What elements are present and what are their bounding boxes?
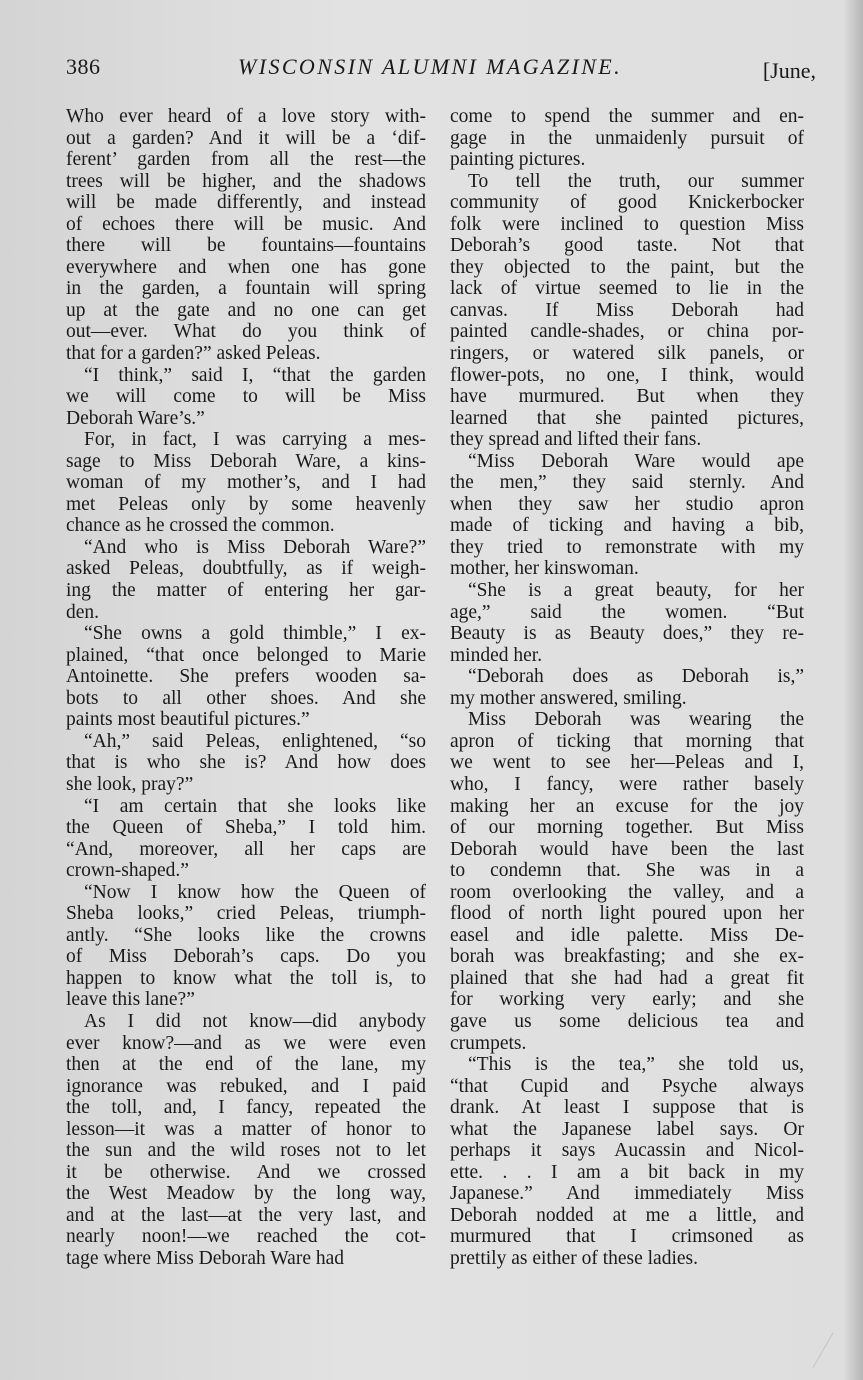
text-line: the toll, and, I fancy, repeated the: [66, 1097, 426, 1119]
text-line: crown-shaped.”: [66, 860, 189, 882]
text-line: come to spend the summer and en-: [450, 106, 804, 127]
text-line: gave us some delicious tea and: [450, 1010, 804, 1032]
text-line: it be otherwise. And we crossed: [66, 1161, 426, 1183]
text-line: to condemn that. She was in a: [450, 860, 804, 882]
text-line: Deborah would have been the last: [450, 838, 804, 860]
text-line: she look, pray?”: [66, 773, 194, 795]
text-line: chance as he crossed the common.: [66, 515, 335, 537]
text-line: flood of north light poured upon her: [450, 903, 804, 925]
text-line: we went to see her—Peleas and I,: [450, 752, 804, 774]
text-line: As I did not know—did anybody: [84, 1010, 426, 1032]
text-line: “Deborah does as Deborah is,”: [468, 666, 804, 688]
text-line: “Miss Deborah Ware would ape: [468, 450, 804, 472]
text-line: made of ticking and having a bib,: [450, 515, 804, 537]
text-line: they objected to the paint, but the: [450, 256, 804, 278]
text-line: paints most beautiful pictures.”: [66, 709, 310, 731]
text-line: “And, moreover, all her caps are: [66, 838, 426, 860]
text-line: prettily as either of these ladies.: [450, 1247, 698, 1269]
text-line: antly. “She looks like the crowns: [66, 924, 426, 946]
text-line: “She owns a gold thimble,” I ex-: [84, 623, 426, 645]
text-line: easel and idle palette. Miss De-: [450, 924, 804, 946]
text-line: ferent’ garden from all the rest—the: [66, 149, 426, 171]
text-line: trees will be higher, and the shadows: [66, 170, 426, 192]
text-line: “Now I know how the Queen of: [84, 881, 426, 903]
text-line: “This is the tea,” she told us,: [468, 1054, 804, 1076]
text-line: the sun and the wild roses not to let: [66, 1140, 426, 1162]
text-line: woman of my mother’s, and I had: [66, 472, 426, 494]
text-line: asked Peleas, doubtfully, as if weigh-: [66, 558, 426, 580]
text-line: To tell the truth, our summer: [468, 170, 804, 192]
text-line: and at the last—at the very last, and: [66, 1204, 426, 1226]
text-line: happen to know what the toll is, to: [66, 967, 426, 989]
text-line: “that Cupid and Psyche always: [450, 1075, 804, 1097]
text-line: learned that she painted pictures,: [450, 407, 804, 429]
text-line: making her an excuse for the joy: [450, 795, 804, 817]
text-line: age,” said the women. “But: [450, 601, 804, 623]
text-line: the Queen of Sheba,” I told him.: [66, 817, 426, 839]
text-line: in the garden, a fountain will spring: [66, 278, 426, 300]
text-line: the men,” they said sternly. And: [450, 472, 804, 494]
text-line: ever know?—and as we were even: [66, 1032, 426, 1054]
text-line: perhaps it says Aucassin and Nicol-: [450, 1140, 804, 1162]
text-line: “I think,” said I, “that the garden: [84, 364, 426, 386]
text-line: Deborah nodded at me a little, and: [450, 1204, 804, 1226]
text-line: painted candle-shades, or china por-: [450, 321, 804, 343]
text-line: gage in the unmaidenly pursuit of: [450, 127, 804, 149]
text-line: of Miss Deborah’s caps. Do you: [66, 946, 426, 968]
text-line: that for a garden?” asked Peleas.: [66, 343, 321, 365]
text-line: have murmured. But when they: [450, 386, 804, 408]
text-line: murmured that I crimsoned as: [450, 1226, 804, 1248]
text-line: ringers, or watered silk panels, or: [450, 343, 804, 365]
text-line: what the Japanese label says. Or: [450, 1118, 804, 1140]
running-title: WISCONSIN ALUMNI MAGAZINE.: [238, 54, 623, 79]
text-line: “She is a great beauty, for her: [468, 580, 804, 602]
text-line: my mother answered, smiling.: [450, 687, 687, 709]
text-line: bots to all other shoes. And she: [66, 687, 426, 709]
text-line: “And who is Miss Deborah Ware?”: [84, 536, 426, 558]
text-line: Miss Deborah was wearing the: [468, 709, 804, 731]
text-line: For, in fact, I was carrying a mes-: [84, 429, 426, 451]
text-line: den.: [66, 601, 100, 623]
issue-month: [June,: [762, 58, 816, 83]
text-line: canvas. If Miss Deborah had: [450, 299, 804, 321]
text-line: met Peleas only by some heavenly: [66, 493, 426, 515]
text-line: who, I fancy, were rather basely: [450, 773, 804, 795]
text-line: Sheba looks,” cried Peleas, triumph-: [66, 903, 426, 925]
text-line: leave this lane?”: [66, 989, 195, 1011]
text-line: mother, her kinswoman.: [450, 558, 639, 580]
text-line: will be made differently, and instead: [66, 192, 426, 214]
text-line: folk were inclined to question Miss: [450, 213, 804, 235]
text-line: crumpets.: [450, 1032, 527, 1054]
text-line: drank. At least I suppose that is: [450, 1097, 804, 1119]
text-line: room overlooking the valley, and a: [450, 881, 804, 903]
text-line: lesson—it was a matter of honor to: [66, 1118, 426, 1140]
left-text-column: [66, 106, 426, 1270]
text-line: apron of ticking that morning that: [450, 730, 804, 752]
text-line: Deborah Ware’s.”: [66, 407, 205, 429]
text-line: they spread and lifted their fans.: [450, 429, 702, 451]
page-number: 386: [66, 54, 101, 79]
text-line: when they saw her studio apron: [450, 493, 804, 515]
text-line: Deborah’s good taste. Not that: [450, 235, 804, 257]
text-line: minded her.: [450, 644, 543, 666]
text-line: ette. . . I am a bit back in my: [450, 1161, 804, 1183]
text-line: community of good Knickerbocker: [450, 192, 804, 214]
text-line: “Ah,” said Peleas, enlightened, “so: [84, 730, 426, 752]
text-line: the West Meadow by the long way,: [66, 1183, 426, 1205]
text-line: “I am certain that she looks like: [84, 795, 426, 817]
text-line: nearly noon!—we reached the cot-: [66, 1226, 426, 1248]
page-spine-shadow: [843, 0, 863, 1380]
text-line: lack of virtue seemed to lie in the: [450, 278, 804, 300]
right-text-column: [450, 106, 804, 1270]
text-line: ing the matter of entering her gar-: [66, 580, 426, 602]
text-line: we will come to will be Miss: [66, 386, 426, 408]
text-line: out—ever. What do you think of: [66, 321, 426, 343]
text-line: sage to Miss Deborah Ware, a kins-: [66, 450, 426, 472]
text-line: up at the gate and no one can get: [66, 299, 426, 321]
text-line: for working very early; and she: [450, 989, 804, 1011]
text-line: plained, “that once belonged to Marie: [66, 644, 426, 666]
text-line: that is who she is? And how does: [66, 752, 426, 774]
page-header: [66, 54, 816, 90]
text-line: of our morning together. But Miss: [450, 817, 804, 839]
text-line: borah was breakfasting; and she ex-: [450, 946, 804, 968]
text-line: Beauty is as Beauty does,” they re-: [450, 623, 804, 645]
text-line: ignorance was rebuked, and I paid: [66, 1075, 426, 1097]
text-line: then at the end of the lane, my: [66, 1054, 426, 1076]
text-line: painting pictures.: [450, 149, 586, 171]
text-line: Japanese.” And immediately Miss: [450, 1183, 804, 1205]
text-line: they tried to remonstrate with my: [450, 536, 804, 558]
text-line: plained that she had had a great fit: [450, 967, 804, 989]
text-line: of echoes there will be music. And: [66, 213, 426, 235]
text-line: flower-pots, no one, I think, would: [450, 364, 804, 386]
text-line: Antoinette. She prefers wooden sa-: [66, 666, 426, 688]
text-line: out a garden? And it will be a ‘dif-: [66, 127, 426, 149]
text-line: there will be fountains—fountains: [66, 235, 426, 257]
text-line: tage where Miss Deborah Ware had: [66, 1247, 345, 1269]
text-line: everywhere and when one has gone: [66, 256, 426, 278]
text-line: Who ever heard of a love story with-: [66, 106, 426, 127]
